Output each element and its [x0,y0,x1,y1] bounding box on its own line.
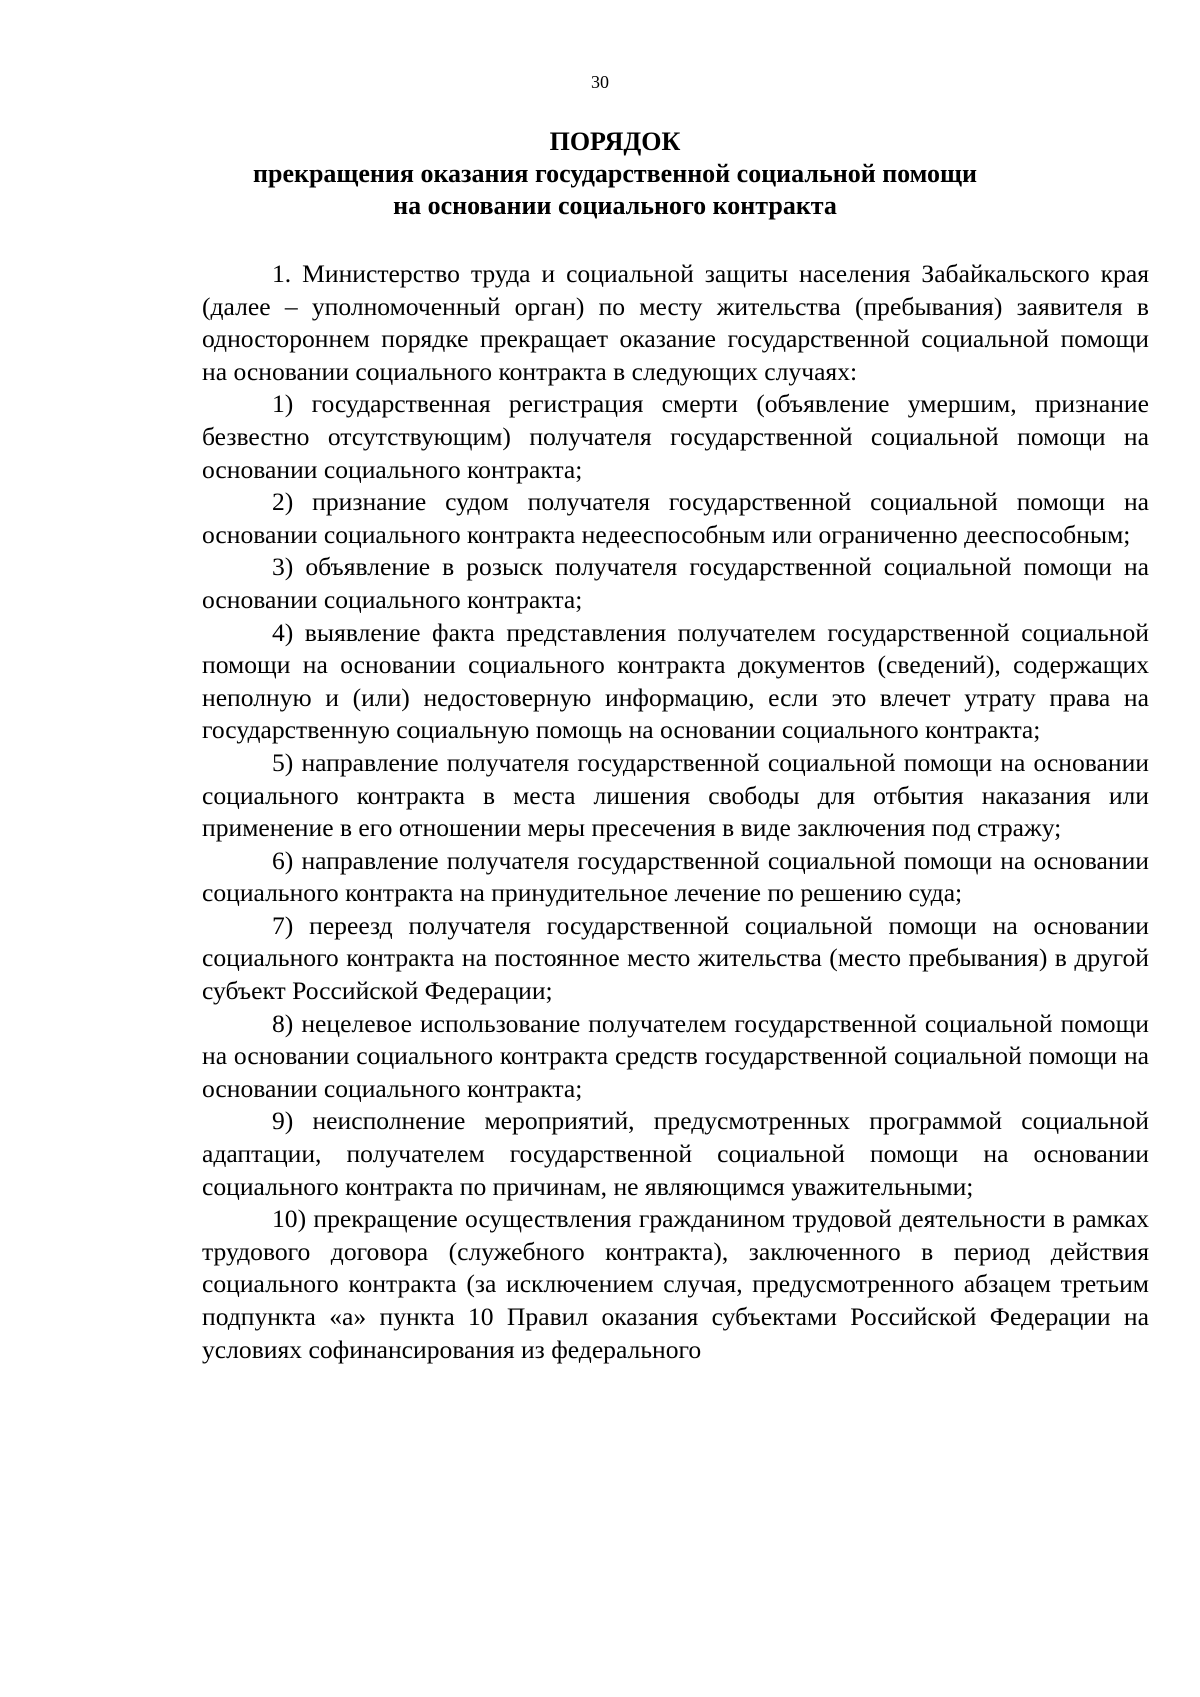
title-heading: ПОРЯДОК [549,127,681,156]
list-item-9: 9) неисполнение мероприятий, предусмотренных программой социальной адаптации, получателем государственной социальной помощи на основании социального контракта по причинам, не являющимся уважительными; [202,1106,1149,1201]
list-item-10: 10) прекращение осуществления гражданином трудовой деятельности в рамках трудового договора (служебного контракта), заключенного в период действия социального контракта (за исключением случая, предусмотренного абзацем третьим подпункта «а» пункта 10 Правил оказания субъектами Российской Федерации на условиях софинансирования из федерального [202,1204,1149,1364]
list-item-2: 2) признание судом получателя государственной социальной помощи на основании социального контракта недееспособным или ограниченно дееспособным; [202,487,1149,549]
list-item-8: 8) нецелевое использование получателем государственной социальной помощи на основании социального контракта средств государственной социальной помощи на основании социального контракта; [202,1008,1149,1103]
list-item-3: 3) объявление в розыск получателя государственной социальной помощи на основании социального контракта; [202,552,1149,614]
title-subtitle-line-1: прекращения оказания государственной социальной помощи [253,159,977,188]
list-item-4: 4) выявление факта представления получателем государственной социальной помощи на основании социального контракта документов (сведений), содержащих неполную и (или) недостоверную информацию, если это влечет утрату права на государственную социальную помощь на основании социального контракта; [202,617,1149,745]
list-item-1: 1) государственная регистрация смерти (объявление умершим, признание безвестно отсутствующим) получателя государственной социальной помощи на основании социального контракта; [202,389,1149,484]
page-number: 30 [591,72,609,92]
intro-paragraph: 1. Министерство труда и социальной защиты населения Забайкальского края (далее – уполномоченный орган) по месту жительства (пребывания) заявителя в одностороннем порядке прекращает оказание государственной социальной помощи на основании социального контракта в следующих случаях: [202,259,1149,386]
document-title [140,126,1090,222]
list-item-5: 5) направление получателя государственной социальной помощи на основании социального контракта в места лишения свободы для отбытия наказания или применение в его отношении меры пресечения в виде заключения под стражу; [202,747,1149,843]
list-item-7: 7) переезд получателя государственной социальной помощи на основании социального контракта на постоянное место жительства (место пребывания) в другой субъект Российской Федерации; [202,910,1149,1006]
list-item-6: 6) направление получателя государственной социальной помощи на основании социального контракта на принудительное лечение по решению суда; [202,845,1149,908]
document-body [202,258,1149,1366]
title-subtitle-line-2: на основании социального контракта [393,191,837,220]
